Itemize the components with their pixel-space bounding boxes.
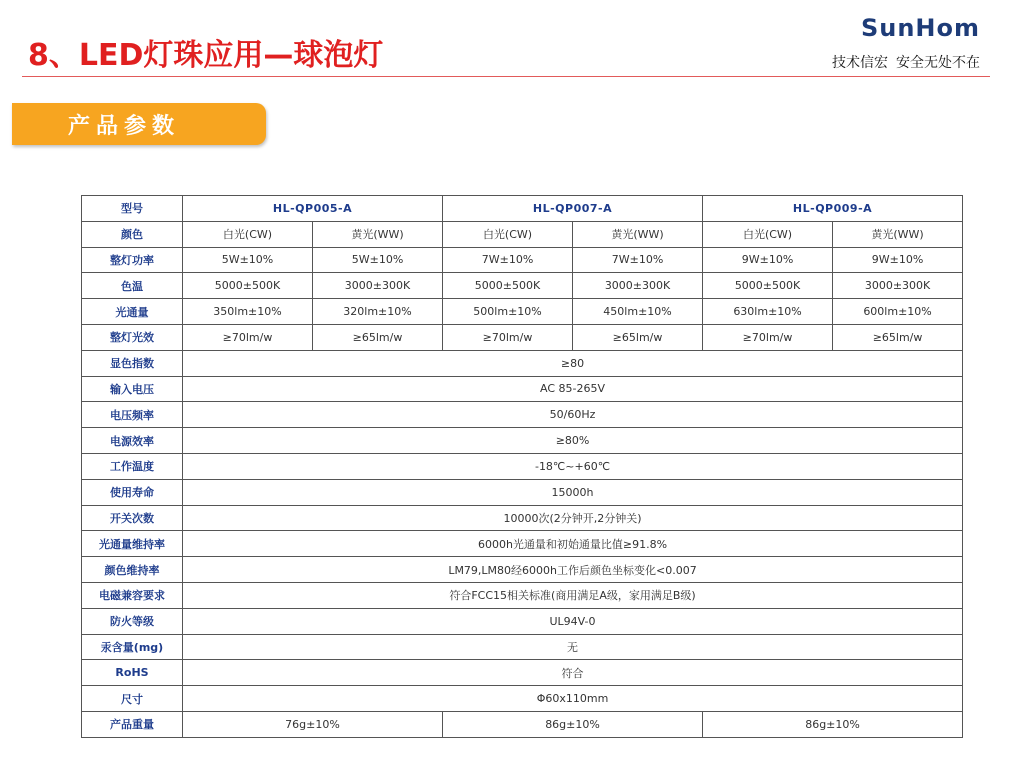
section-tab <box>12 103 266 145</box>
table-row <box>82 273 963 299</box>
table-cell: ≥70lm/w <box>703 324 833 350</box>
row-label: 显色指数 <box>82 350 183 376</box>
table-cell: 15000h <box>183 479 963 505</box>
row-label: 使用寿命 <box>82 479 183 505</box>
table-cell: 无 <box>183 634 963 660</box>
row-label: 输入电压 <box>82 376 183 402</box>
table-cell: 白光(CW) <box>443 221 573 247</box>
table-cell: 5W±10% <box>183 247 313 273</box>
table-cell: ≥65lm/w <box>573 324 703 350</box>
table-cell: 符合 <box>183 660 963 686</box>
table-cell: 7W±10% <box>573 247 703 273</box>
table-row <box>82 660 963 686</box>
table-cell: 450lm±10% <box>573 299 703 325</box>
table-cell: 9W±10% <box>703 247 833 273</box>
table-cell: Φ60x110mm <box>183 686 963 712</box>
row-label: 色温 <box>82 273 183 299</box>
row-label: 工作温度 <box>82 453 183 479</box>
row-label: 尺寸 <box>82 686 183 712</box>
table-row <box>82 505 963 531</box>
row-label: RoHS <box>82 660 183 686</box>
table-row <box>82 479 963 505</box>
table-cell: 黄光(WW) <box>573 221 703 247</box>
model-name: HL-QP005-A <box>183 196 443 222</box>
table-cell: ≥65lm/w <box>833 324 963 350</box>
row-label: 整灯功率 <box>82 247 183 273</box>
table-row <box>82 247 963 273</box>
slogan <box>832 52 980 72</box>
table-cell: 白光(CW) <box>703 221 833 247</box>
row-label: 防火等级 <box>82 608 183 634</box>
table-cell: 白光(CW) <box>183 221 313 247</box>
table-cell: ≥70lm/w <box>183 324 313 350</box>
table-row <box>82 350 963 376</box>
row-label: 开关次数 <box>82 505 183 531</box>
table-row <box>82 557 963 583</box>
table-cell: 3000±300K <box>573 273 703 299</box>
table-cell: 3000±300K <box>833 273 963 299</box>
table-cell: 50/60Hz <box>183 402 963 428</box>
spec-table <box>81 195 963 738</box>
table-cell: 10000次(2分钟开,2分钟关) <box>183 505 963 531</box>
table-row <box>82 531 963 557</box>
table-cell: 350lm±10% <box>183 299 313 325</box>
table-row <box>82 299 963 325</box>
row-label: 光通量维持率 <box>82 531 183 557</box>
table-cell: 5000±500K <box>703 273 833 299</box>
table-row <box>82 221 963 247</box>
row-label: 电磁兼容要求 <box>82 582 183 608</box>
row-label: 颜色维持率 <box>82 557 183 583</box>
table-cell: 500lm±10% <box>443 299 573 325</box>
table-cell: 3000±300K <box>313 273 443 299</box>
model-row <box>82 196 963 222</box>
table-cell: 86g±10% <box>443 711 703 737</box>
row-label: 电压频率 <box>82 402 183 428</box>
table-cell: 符合FCC15相关标准(商用满足A级，家用满足B级) <box>183 582 963 608</box>
row-label: 颜色 <box>82 221 183 247</box>
slogan-part-1: 技术信宏 <box>832 55 888 71</box>
table-cell: 86g±10% <box>703 711 963 737</box>
row-label: 整灯光效 <box>82 324 183 350</box>
table-cell: ≥80 <box>183 350 963 376</box>
table-row <box>82 324 963 350</box>
table-cell: 5W±10% <box>313 247 443 273</box>
logo-text: SunHom <box>860 14 980 42</box>
table-row <box>82 608 963 634</box>
page-title: 8、LED灯珠应用—球泡灯 <box>28 38 384 73</box>
table-cell: UL94V-0 <box>183 608 963 634</box>
table-cell: 黄光(WW) <box>833 221 963 247</box>
table-cell: 7W±10% <box>443 247 573 273</box>
row-label: 汞含量(mg) <box>82 634 183 660</box>
table-row <box>82 376 963 402</box>
table-cell: AC 85-265V <box>183 376 963 402</box>
table-cell: ≥80% <box>183 428 963 454</box>
spec-table-body <box>82 196 963 738</box>
table-cell: 5000±500K <box>443 273 573 299</box>
row-label: 电源效率 <box>82 428 183 454</box>
table-cell: ≥65lm/w <box>313 324 443 350</box>
table-cell: 6000h光通量和初始通量比值≥91.8% <box>183 531 963 557</box>
table-cell: 9W±10% <box>833 247 963 273</box>
section-label: 产品参数 <box>68 114 181 139</box>
table-cell: 320lm±10% <box>313 299 443 325</box>
table-cell: 5000±500K <box>183 273 313 299</box>
row-label: 产品重量 <box>82 711 183 737</box>
table-row <box>82 634 963 660</box>
title-divider <box>22 76 990 77</box>
slogan-part-2: 安全无处不在 <box>896 55 980 71</box>
row-label: 型号 <box>82 196 183 222</box>
table-row <box>82 402 963 428</box>
table-row <box>82 686 963 712</box>
table-cell: 630lm±10% <box>703 299 833 325</box>
table-cell: 76g±10% <box>183 711 443 737</box>
weight-row <box>82 711 963 737</box>
table-cell: 黄光(WW) <box>313 221 443 247</box>
table-row <box>82 428 963 454</box>
table-cell: 600lm±10% <box>833 299 963 325</box>
table-row <box>82 453 963 479</box>
model-name: HL-QP009-A <box>703 196 963 222</box>
model-name: HL-QP007-A <box>443 196 703 222</box>
table-cell: ≥70lm/w <box>443 324 573 350</box>
table-cell: -18℃~+60℃ <box>183 453 963 479</box>
brand-logo <box>861 14 980 42</box>
table-row <box>82 582 963 608</box>
row-label: 光通量 <box>82 299 183 325</box>
table-cell: LM79,LM80经6000h工作后颜色坐标变化<0.007 <box>183 557 963 583</box>
